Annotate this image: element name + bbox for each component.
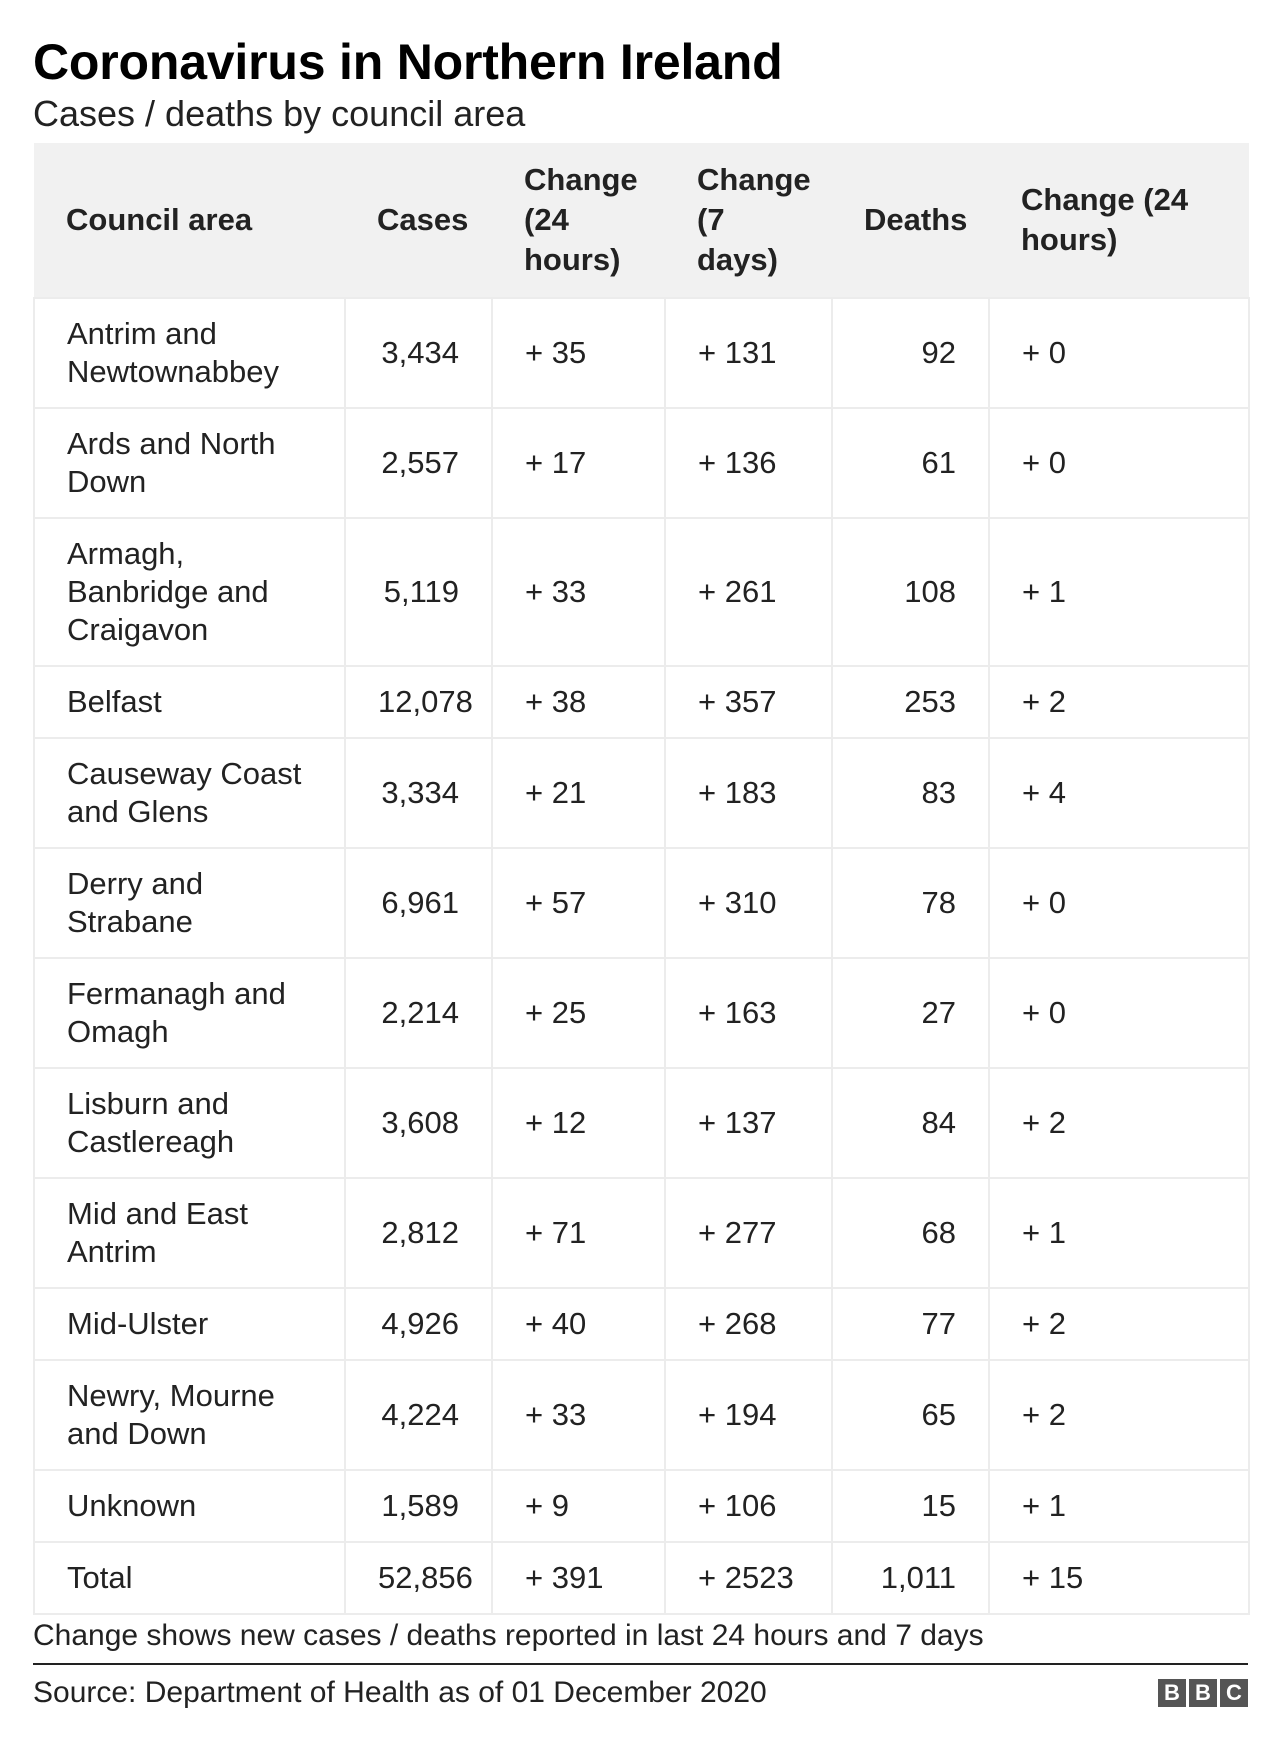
cell-deaths: 1,011	[832, 1542, 989, 1614]
cell-deaths-change-24h: + 15	[989, 1542, 1249, 1614]
cell-cases-change-7d: + 183	[665, 738, 832, 848]
table-row	[34, 1068, 1249, 1178]
cell-cases: 5,119	[345, 518, 492, 666]
cell-deaths: 68	[832, 1178, 989, 1288]
cell-deaths-change-24h: + 0	[989, 298, 1249, 408]
cell-deaths: 108	[832, 518, 989, 666]
chart-subtitle: Cases / deaths by council area	[33, 93, 526, 134]
cell-cases: 3,608	[345, 1068, 492, 1178]
cell-cases-change-7d: + 131	[665, 298, 832, 408]
cell-cases: 4,224	[345, 1360, 492, 1470]
cell-cases-change-24h: + 25	[492, 958, 665, 1068]
cell-cases-change-24h: + 12	[492, 1068, 665, 1178]
cell-council-area: Mid-Ulster	[34, 1288, 345, 1360]
cell-cases-change-24h: + 35	[492, 298, 665, 408]
header-deaths-change-24h: Change (24 hours)	[1021, 182, 1189, 257]
table-header-row	[34, 143, 1249, 298]
footer-divider	[33, 1663, 1248, 1665]
table-row	[34, 666, 1249, 738]
cell-council-area: Causeway Coast and Glens	[34, 738, 345, 848]
cell-cases-change-24h: + 391	[492, 1542, 665, 1614]
cell-deaths-change-24h: + 0	[989, 848, 1249, 958]
source-text: Source: Department of Health as of 01 December 2020	[33, 1676, 767, 1709]
cell-council-area: Unknown	[34, 1470, 345, 1542]
cell-council-area: Newry, Mourne and Down	[34, 1360, 345, 1470]
cell-cases: 2,812	[345, 1178, 492, 1288]
table-body	[34, 298, 1249, 1614]
table-row	[34, 848, 1249, 958]
header-council-area: Council area	[66, 202, 253, 237]
cell-deaths: 84	[832, 1068, 989, 1178]
cell-cases-change-7d: + 136	[665, 408, 832, 518]
table-note: Change shows new cases / deaths reported in last 24 hours and 7 days	[33, 1619, 984, 1652]
cell-deaths-change-24h: + 4	[989, 738, 1249, 848]
cell-cases: 1,589	[345, 1470, 492, 1542]
cell-deaths: 61	[832, 408, 989, 518]
footer	[33, 1673, 1248, 1713]
cell-cases-change-7d: + 163	[665, 958, 832, 1068]
cell-cases-change-24h: + 17	[492, 408, 665, 518]
cell-cases-change-24h: + 57	[492, 848, 665, 958]
cell-deaths: 78	[832, 848, 989, 958]
bbc-logo	[1158, 1679, 1248, 1707]
cell-council-area: Fermanagh and Omagh	[34, 958, 345, 1068]
cell-deaths: 15	[832, 1470, 989, 1542]
cell-deaths-change-24h: + 0	[989, 408, 1249, 518]
table-row	[34, 1542, 1249, 1614]
cell-cases: 2,214	[345, 958, 492, 1068]
header-deaths: Deaths	[864, 202, 968, 237]
chart-container	[33, 34, 1248, 1713]
cell-deaths-change-24h: + 1	[989, 1470, 1249, 1542]
cell-council-area: Derry and Strabane	[34, 848, 345, 958]
cell-deaths: 65	[832, 1360, 989, 1470]
table-row	[34, 298, 1249, 408]
cell-council-area: Armagh, Banbridge and Craigavon	[34, 518, 345, 666]
header-cases-change-7d: Change (7 days)	[697, 162, 811, 277]
cell-deaths: 83	[832, 738, 989, 848]
cell-cases-change-24h: + 9	[492, 1470, 665, 1542]
cell-cases-change-24h: + 21	[492, 738, 665, 848]
cell-council-area: Antrim and Newtownabbey	[34, 298, 345, 408]
cell-cases-change-7d: + 310	[665, 848, 832, 958]
cell-cases: 3,334	[345, 738, 492, 848]
cell-deaths-change-24h: + 2	[989, 1360, 1249, 1470]
table-row	[34, 1360, 1249, 1470]
cell-cases-change-7d: + 194	[665, 1360, 832, 1470]
table-row	[34, 738, 1249, 848]
cell-cases-change-7d: + 261	[665, 518, 832, 666]
cell-cases: 2,557	[345, 408, 492, 518]
cell-cases: 12,078	[345, 666, 492, 738]
cell-cases-change-24h: + 40	[492, 1288, 665, 1360]
cell-council-area: Ards and North Down	[34, 408, 345, 518]
header-cases: Cases	[377, 202, 469, 237]
header-cases-change-24h: Change (24 hours)	[524, 162, 638, 277]
cell-council-area: Lisburn and Castlereagh	[34, 1068, 345, 1178]
table-row	[34, 518, 1249, 666]
table-row	[34, 408, 1249, 518]
cell-cases-change-7d: + 357	[665, 666, 832, 738]
cell-cases-change-24h: + 33	[492, 518, 665, 666]
cell-deaths-change-24h: + 0	[989, 958, 1249, 1068]
cell-deaths-change-24h: + 1	[989, 518, 1249, 666]
cell-deaths-change-24h: + 2	[989, 1068, 1249, 1178]
cell-cases-change-7d: + 2523	[665, 1542, 832, 1614]
cell-deaths-change-24h: + 2	[989, 1288, 1249, 1360]
cell-cases-change-24h: + 38	[492, 666, 665, 738]
cell-deaths-change-24h: + 1	[989, 1178, 1249, 1288]
cell-cases-change-7d: + 137	[665, 1068, 832, 1178]
cell-cases: 6,961	[345, 848, 492, 958]
bbc-logo-letter: C	[1220, 1679, 1248, 1707]
cell-cases: 4,926	[345, 1288, 492, 1360]
cell-deaths: 92	[832, 298, 989, 408]
cell-deaths: 253	[832, 666, 989, 738]
table-row	[34, 958, 1249, 1068]
cell-council-area: Total	[34, 1542, 345, 1614]
cell-deaths: 77	[832, 1288, 989, 1360]
table-row	[34, 1178, 1249, 1288]
cell-deaths: 27	[832, 958, 989, 1068]
cell-cases-change-7d: + 268	[665, 1288, 832, 1360]
cell-cases-change-24h: + 71	[492, 1178, 665, 1288]
bbc-logo-letter: B	[1158, 1679, 1186, 1707]
cell-council-area: Mid and East Antrim	[34, 1178, 345, 1288]
chart-title: Coronavirus in Northern Ireland	[33, 34, 783, 90]
cell-cases: 52,856	[345, 1542, 492, 1614]
cell-deaths-change-24h: + 2	[989, 666, 1249, 738]
bbc-logo-letter: B	[1189, 1679, 1217, 1707]
table-row	[34, 1470, 1249, 1542]
cell-council-area: Belfast	[34, 666, 345, 738]
cell-cases-change-7d: + 277	[665, 1178, 832, 1288]
cell-cases-change-7d: + 106	[665, 1470, 832, 1542]
table-row	[34, 1288, 1249, 1360]
data-table	[33, 143, 1250, 1615]
cell-cases-change-24h: + 33	[492, 1360, 665, 1470]
cell-cases: 3,434	[345, 298, 492, 408]
